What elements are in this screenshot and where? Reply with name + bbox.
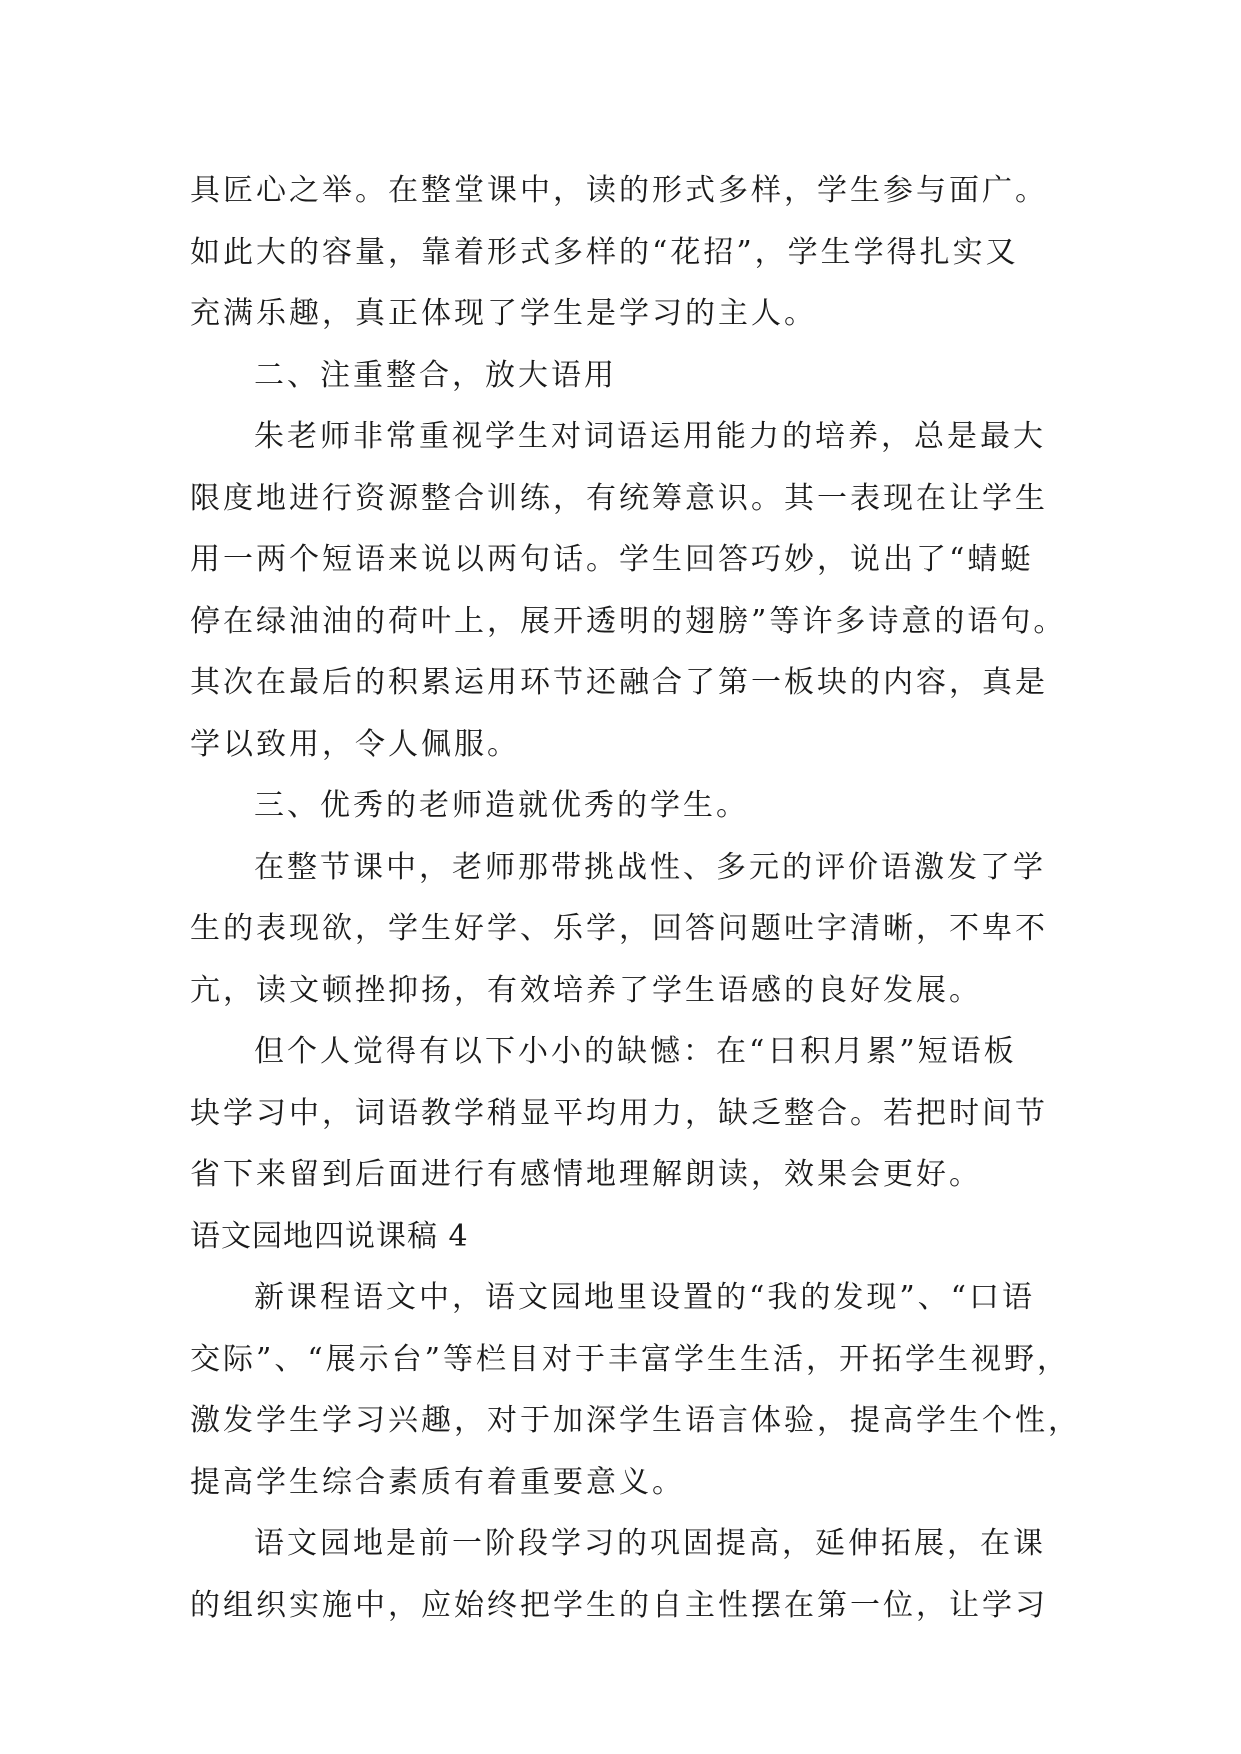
text-line: 限度地进行资源整合训练，有统筹意识。其一表现在让学生 <box>190 480 1048 516</box>
text-line: 的组织实施中，应始终把学生的自主性摆在第一位，让学习 <box>190 1587 1048 1623</box>
section-heading: 二、注重整合，放大语用 <box>254 357 617 393</box>
text-line: 交际”、“展示台”等栏目对于丰富学生生活，开拓学生视野， <box>190 1341 1071 1377</box>
text-line: 如此大的容量，靠着形式多样的“花招”，学生学得扎实又 <box>190 234 1019 270</box>
paragraph-start: 朱老师非常重视学生对词语运用能力的培养，总是最大 <box>254 419 1046 454</box>
text-line: 激发学生学习兴趣，对于加深学生语言体验，提高学生个性， <box>190 1403 1081 1438</box>
text-line: 块学习中，词语教学稍显平均用力，缺乏整合。若把时间节 <box>190 1095 1048 1131</box>
section-heading: 三、优秀的老师造就优秀的学生。 <box>254 788 749 823</box>
text-line: 省下来留到后面进行有感情地理解朗读，效果会更好。 <box>190 1157 982 1192</box>
text-line: 学以致用，令人佩服。 <box>190 726 520 762</box>
paragraph-start: 在整节课中，老师那带挑战性、多元的评价语激发了学 <box>254 849 1046 885</box>
text-line: 提高学生综合素质有着重要意义。 <box>190 1464 685 1500</box>
paragraph-start: 新课程语文中，语文园地里设置的“我的发现”、“口语 <box>254 1280 1036 1315</box>
document-title: 语文园地四说课稿 4 <box>190 1218 469 1254</box>
text-line: 生的表现欲，学生好学、乐学，回答问题吐字清晰，不卑不 <box>190 911 1048 946</box>
text-line: 其次在最后的积累运用环节还融合了第一板块的内容，真是 <box>190 665 1048 700</box>
text-line: 具匠心之举。在整堂课中，读的形式多样，学生参与面广。 <box>190 173 1048 208</box>
text-line: 用一两个短语来说以两句话。学生回答巧妙，说出了“蜻蜓 <box>190 542 1034 577</box>
text-line: 充满乐趣，真正体现了学生是学习的主人。 <box>190 296 817 331</box>
paragraph-start: 但个人觉得有以下小小的缺憾：在“日积月累”短语板 <box>254 1034 1017 1069</box>
text-line: 亢，读文顿挫抑扬，有效培养了学生语感的良好发展。 <box>190 972 982 1008</box>
text-line: 停在绿油油的荷叶上，展开透明的翅膀”等许多诗意的语句。 <box>190 603 1067 639</box>
paragraph-start: 语文园地是前一阶段学习的巩固提高，延伸拓展，在课 <box>254 1526 1046 1561</box>
document-body <box>190 160 1081 1636</box>
